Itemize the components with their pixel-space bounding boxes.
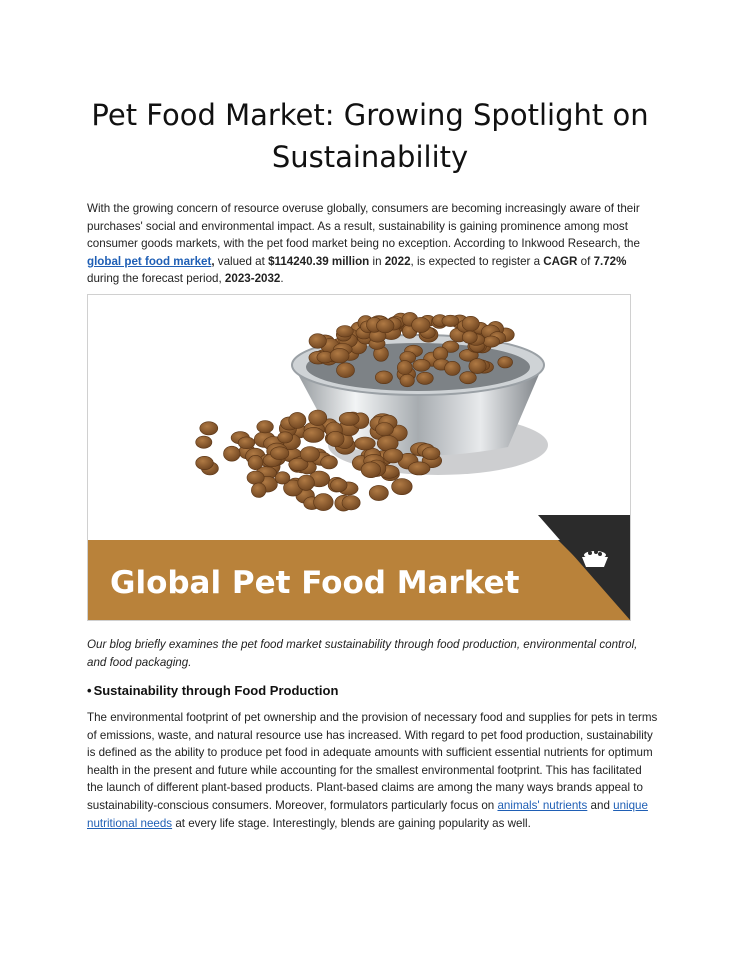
kibble-piece [462, 331, 477, 344]
kibble-piece [309, 334, 326, 349]
kibble-piece [433, 347, 448, 361]
kibble-piece [422, 447, 440, 460]
kibble-piece [412, 317, 430, 332]
kibble-piece [321, 456, 338, 469]
cagr-label: CAGR [543, 254, 578, 268]
kibble-piece [337, 326, 354, 338]
kibble-piece [369, 485, 388, 500]
kibble-piece [445, 361, 461, 375]
section-text: at every life stage. Interestingly, blends are gaining popularity as well. [172, 816, 531, 830]
cagr-value: 7.72% [593, 254, 627, 268]
kibble-piece [196, 456, 214, 469]
kibble-piece [271, 447, 289, 460]
kibble-piece [200, 422, 218, 435]
kibble-piece [309, 410, 327, 426]
bullet-point: • [87, 683, 92, 698]
forecast-period: 2023-2032 [224, 272, 281, 286]
kibble-piece [355, 437, 376, 450]
kibble-piece [289, 412, 306, 428]
kibble-piece [238, 437, 255, 449]
kibble-piece [417, 372, 434, 384]
kibble-piece [314, 494, 334, 511]
unique-nutritional-needs-link[interactable]: unique nutritional needs [87, 798, 648, 830]
kibble-piece [300, 447, 319, 462]
figure-caption: Our blog briefly examines the pet food market sustainability through food production, environmental control, and food packaging. [87, 638, 638, 669]
kibble-piece [383, 449, 402, 463]
kibble-piece [337, 363, 355, 378]
kibble-piece [275, 472, 290, 484]
intro-comma: , [211, 254, 215, 268]
kibble-piece [400, 374, 414, 387]
intro-text: . [280, 272, 284, 286]
base-year: 2022 [384, 254, 411, 268]
kibble-piece [413, 359, 430, 371]
section-paragraph [87, 709, 659, 832]
kibble-piece [408, 462, 430, 475]
intro-text: valued at [214, 254, 269, 268]
kibble-piece [342, 496, 360, 510]
intro-text: , is expected to register a [410, 254, 544, 268]
kibble-piece [375, 371, 392, 384]
kibble-piece [303, 427, 324, 442]
intro-text: during the forecast period, [87, 272, 225, 286]
market-value: $114240.39 million [268, 254, 370, 268]
kibble-piece [248, 455, 263, 469]
page-title: Pet Food Market: Growing Spotlight on Sustainability [91, 98, 649, 174]
kibble-piece [196, 436, 212, 448]
kibble-piece [483, 336, 500, 347]
intro-paragraph [87, 200, 659, 288]
kibble-piece [327, 431, 344, 446]
section-heading [87, 683, 338, 698]
intro-text: of [577, 254, 594, 268]
kibble-piece [339, 412, 359, 425]
kibble-piece [376, 423, 394, 436]
kibble-piece [330, 348, 349, 363]
kibble-piece [442, 315, 459, 326]
kibble-piece [257, 421, 274, 433]
kibble-piece [361, 462, 381, 478]
kibble-piece [298, 475, 315, 490]
kibble-piece [498, 357, 513, 368]
kibble-piece [376, 319, 394, 333]
section-text: and [587, 798, 614, 812]
kibble-piece [331, 479, 348, 492]
intro-text: With the growing concern of resource overuse globally, consumers are becoming increasingly aware of their purchases' social and environmental impact. As a result, sustainability is gaining prominence among most consumer goods markets, with the pet food market being no exception. According to Inkwood Research, the [87, 202, 640, 251]
kibble-piece [251, 483, 266, 498]
kibble-piece [224, 446, 241, 461]
section-heading-text: Sustainability through Food Production [93, 683, 339, 698]
kibble-piece [469, 359, 486, 374]
kibble-piece [397, 361, 412, 375]
animals-nutrients-link[interactable]: animals' nutrients [497, 798, 588, 812]
section-text: The environmental footprint of pet ownership and the provision of necessary food and supplies for pets in terms of emissions, waste, and natural resource use has increased. With regard to pet food production, sustainability is defined as the ability to produce pet food in adequate amounts with sufficient essential nutrients for optimum health in the present and future while accounting for the smallest environmental footprint. This has facilitated the launch of different plant-based products. Plant-based claims are among the many ways brands appeal to sustainability-conscious consumers. Moreover, formulators particularly focus on [87, 711, 658, 812]
kibble-piece [278, 432, 293, 443]
pet-food-market-banner-image [87, 294, 631, 621]
kibble-piece [247, 471, 264, 484]
kibble-piece [460, 372, 477, 384]
global-pet-food-market-link[interactable]: global pet food market [87, 254, 212, 268]
banner-title: Global Pet Food Market [110, 565, 520, 601]
kibble-piece [462, 316, 479, 331]
intro-text: in [369, 254, 385, 268]
kibble-piece [392, 479, 413, 495]
